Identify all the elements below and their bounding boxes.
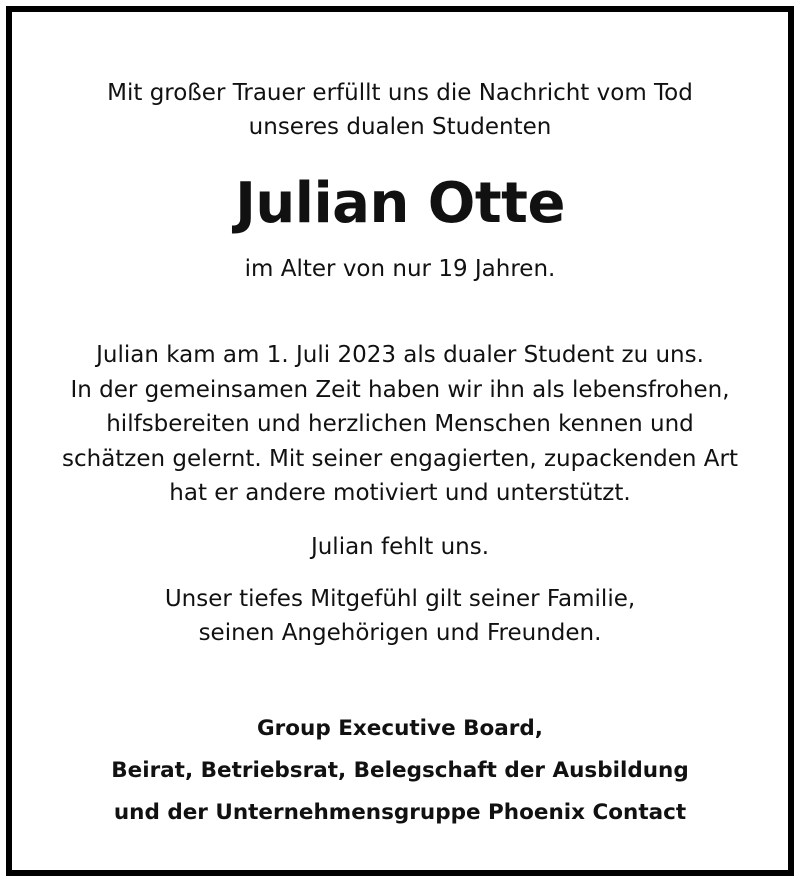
condolence-line: Unser tiefes Mitgefühl gilt seiner Familie, — [164, 586, 636, 612]
tribute-paragraph — [12, 338, 788, 511]
signature-line: Beirat, Betriebsrat, Belegschaft der Ausbildung — [111, 758, 689, 783]
intro-text — [12, 76, 788, 144]
condolence-text — [12, 582, 788, 650]
signature-line: Group Executive Board, — [257, 716, 543, 741]
tribute-line: schätzen gelernt. Mit seiner engagierten, zupackenden Art — [61, 445, 739, 472]
tribute-line: hat er andere motiviert und unterstützt. — [169, 480, 631, 506]
intro-line: Mit großer Trauer erfüllt uns die Nachricht vom Tod — [107, 80, 693, 106]
tribute-line: Julian kam am 1. Juli 2023 als dualer Student zu uns. — [96, 342, 704, 368]
missing-line: Julian fehlt uns. — [310, 534, 490, 560]
age-line: im Alter von nur 19 Jahren. — [244, 256, 556, 282]
signature-line: und der Unternehmensgruppe Phoenix Contact — [113, 800, 687, 825]
tribute-line: hilfsbereiten und herzlichen Menschen kennen und — [106, 411, 694, 437]
deceased-name: Julian Otte — [235, 171, 565, 236]
signature-block — [12, 708, 788, 834]
obituary-frame — [6, 6, 794, 876]
condolence-line: seinen Angehörigen und Freunden. — [198, 620, 602, 646]
intro-line: unseres dualen Studenten — [248, 114, 552, 140]
tribute-line: In der gemeinsamen Zeit haben wir ihn als lebensfrohen, — [70, 376, 730, 403]
